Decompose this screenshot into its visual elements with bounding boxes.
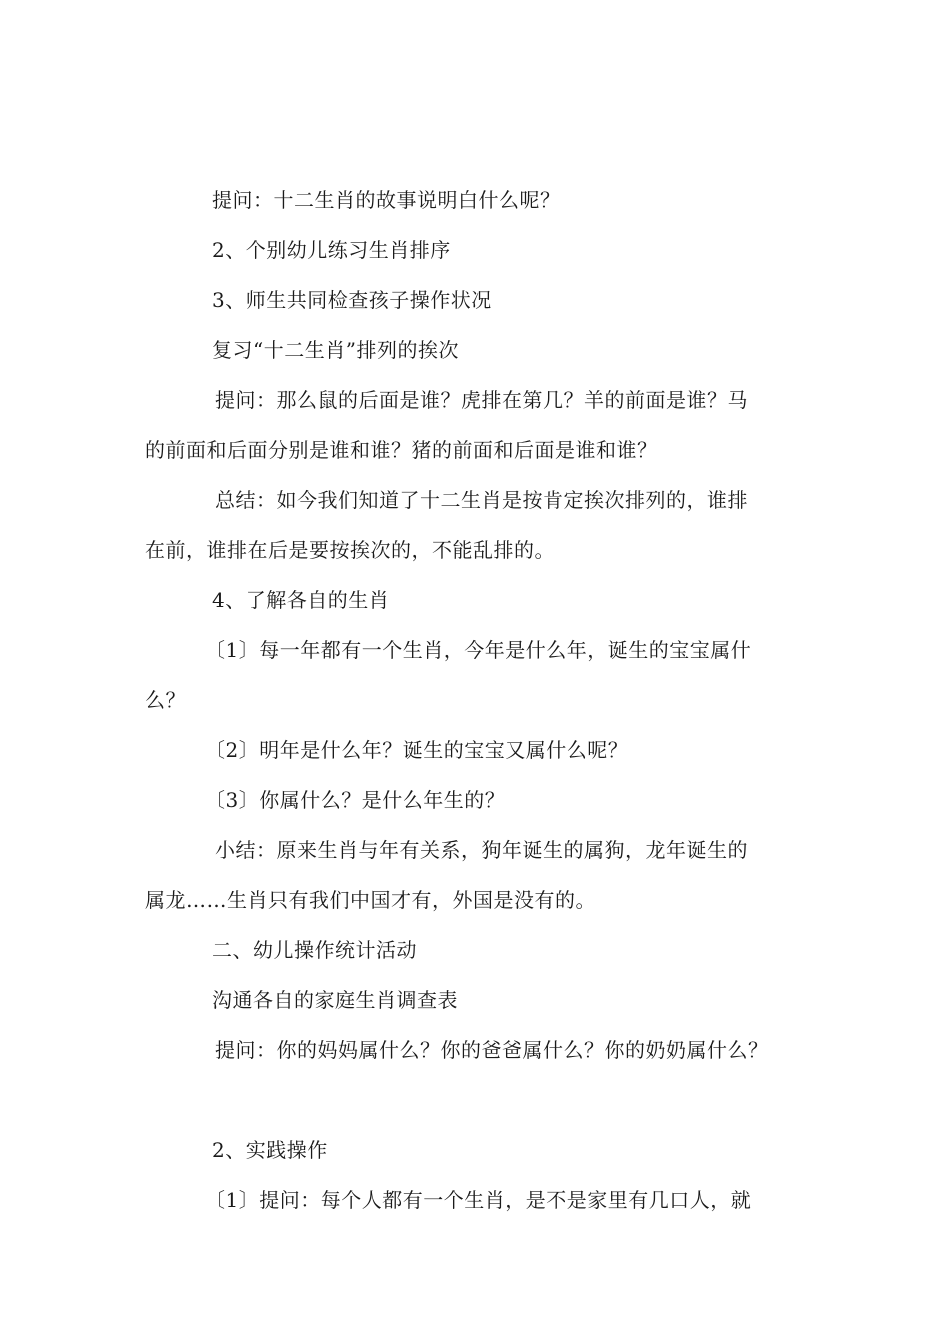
- paragraph-line: 4、了解各自的生肖: [212, 588, 390, 612]
- paragraph-line: 属龙……生肖只有我们中国才有，外国是没有的。: [145, 888, 596, 912]
- paragraph-line: 的前面和后面分别是谁和谁？猪的前面和后面是谁和谁？: [145, 438, 658, 462]
- paragraph-line: 总结：如今我们知道了十二生肖是按肯定挨次排列的，谁排: [215, 488, 748, 512]
- paragraph-line: 〔1〕每一年都有一个生肖，今年是什么年，诞生的宝宝属什: [205, 638, 752, 662]
- paragraph-line: 么？: [145, 688, 186, 712]
- paragraph-line: 小结：原来生肖与年有关系，狗年诞生的属狗，龙年诞生的: [215, 838, 748, 862]
- paragraph-line: 二、幼儿操作统计活动: [212, 938, 417, 962]
- paragraph-line: 沟通各自的家庭生肖调查表: [212, 988, 458, 1012]
- paragraph-line: 提问：十二生肖的故事说明白什么呢？: [212, 188, 561, 212]
- paragraph-line: 〔1〕提问：每个人都有一个生肖，是不是家里有几口人，就: [205, 1188, 752, 1212]
- paragraph-line: 2、个别幼儿练习生肖排序: [212, 238, 451, 262]
- paragraph-line: 2、实践操作: [212, 1138, 328, 1162]
- paragraph-line: 复习“十二生肖”排列的挨次: [212, 338, 459, 362]
- paragraph-line: 〔2〕明年是什么年？诞生的宝宝又属什么呢？: [205, 738, 629, 762]
- paragraph-line: 提问：你的妈妈属什么？你的爸爸属什么？你的奶奶属什么？: [215, 1038, 769, 1062]
- paragraph-line: 在前，谁排在后是要按挨次的，不能乱排的。: [145, 538, 555, 562]
- paragraph-line: 提问：那么鼠的后面是谁？虎排在第几？羊的前面是谁？马: [215, 388, 748, 412]
- paragraph-line: 〔3〕你属什么？是什么年生的？: [205, 788, 506, 812]
- paragraph-line: 3、师生共同检查孩子操作状况: [212, 288, 492, 312]
